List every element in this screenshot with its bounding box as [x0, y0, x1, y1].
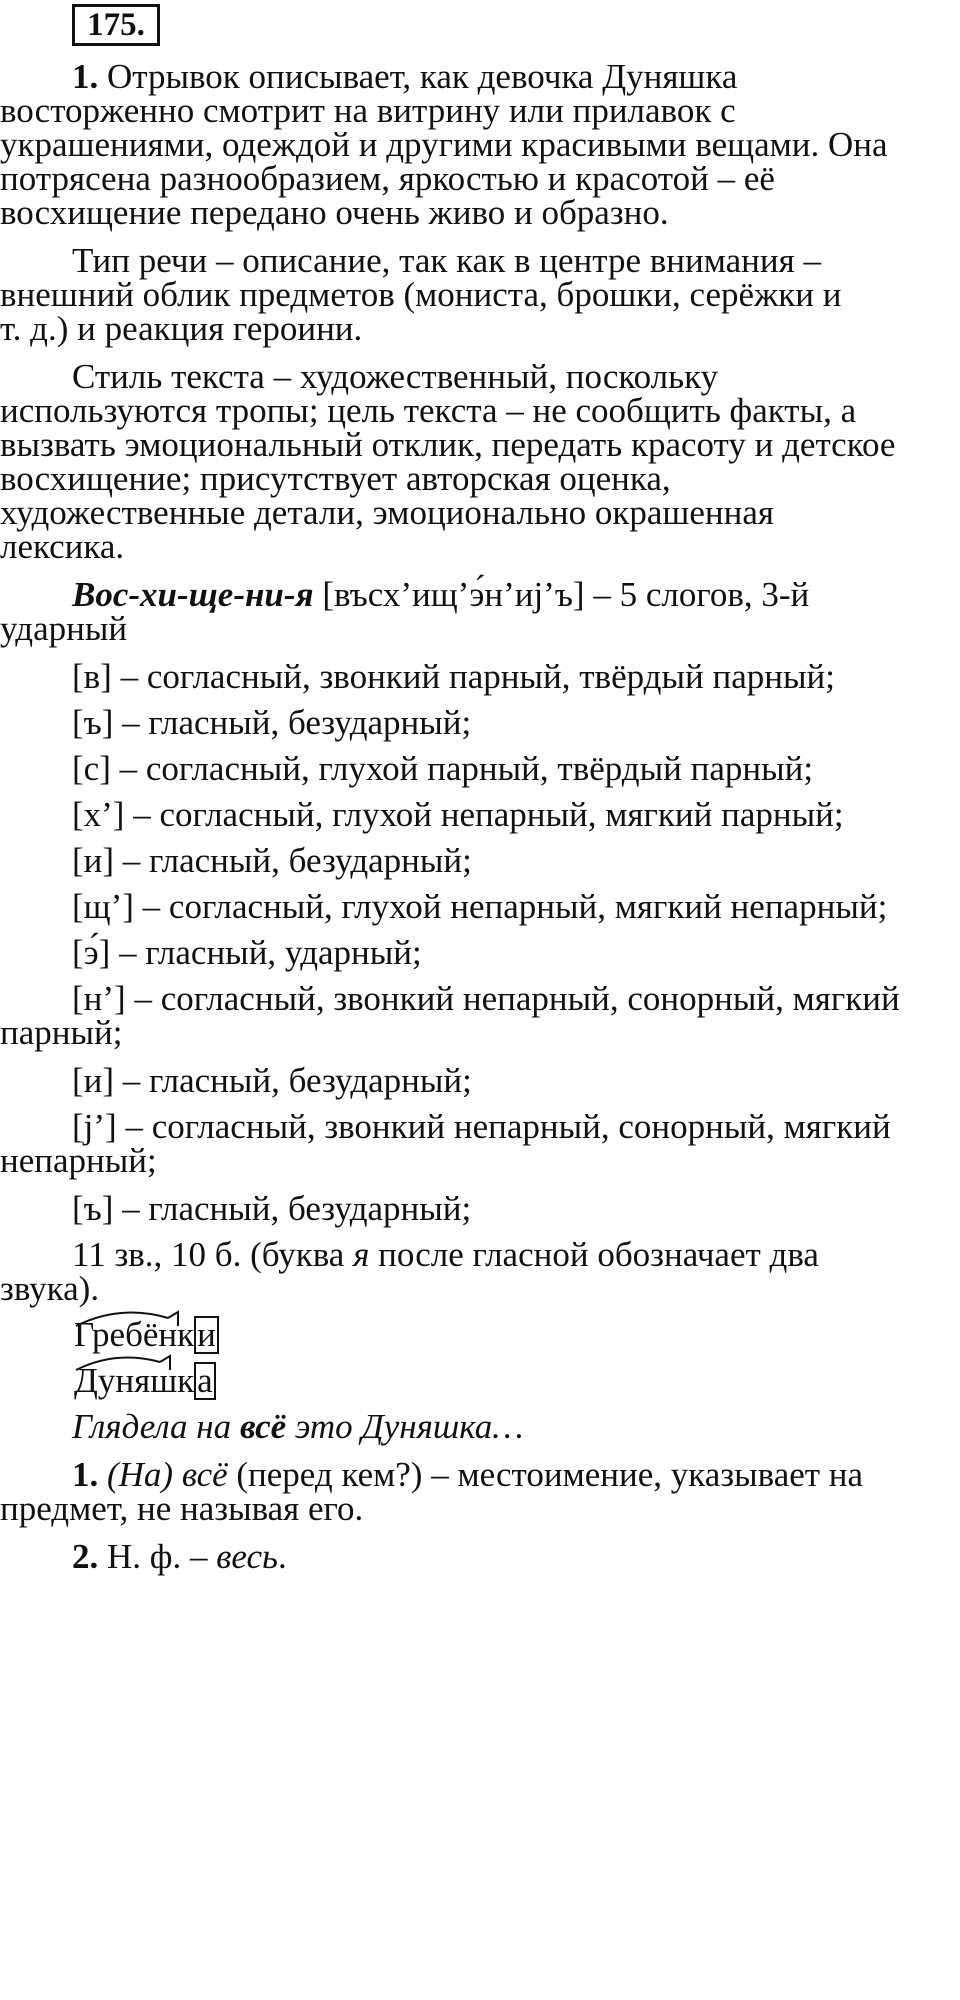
phonetic-transcription: [въсх’ищ’э́н’иj’ъ] – 5 слогов, 3-й	[313, 575, 810, 614]
ending: и	[194, 1316, 219, 1354]
para2-line-1: Тип речи – описание, так как в центре внимания –	[72, 241, 821, 280]
para3-line-3: вызвать эмоциональный отклик, передать красоту и детское	[0, 425, 896, 464]
para1-line-4: потрясена разнообразием, яркостью и красотой – её	[0, 159, 775, 198]
para3-line-6: лексика.	[0, 527, 125, 566]
para3-line-5: художественные детали, эмоционально окрашенная	[0, 493, 774, 532]
suffix-mark	[168, 1312, 178, 1326]
phonetic-word: Вос-хи-ще-ни-я	[72, 575, 314, 614]
para3-line-2: используются тропы; цель текста – не сообщить факты, а	[0, 391, 857, 430]
sound-line: [ъ] – гласный, безударный;	[72, 1189, 472, 1228]
para2-line-3: т. д.) и реакция героини.	[0, 309, 363, 348]
stem: Дуняшк	[74, 1361, 195, 1400]
sound-line: [щ’] – согласный, глухой непарный, мягкий непарный;	[72, 887, 888, 926]
sound-line: [ъ] – гласный, безударный;	[72, 703, 472, 742]
phonetic-summary: 11 зв., 10 б. (буква я после гласной обозначает два	[72, 1235, 819, 1274]
phonetic-header-line-2: ударный	[0, 609, 128, 648]
para2-line-2: внешний облик предметов (мониста, брошки, серёжки и	[0, 275, 842, 314]
para1-number: 1.	[72, 57, 99, 96]
para1-line-5: восхищение передано очень живо и образно.	[0, 193, 669, 232]
morph-item-1: 1. (На) всё (перед кем?) – местоимение, указывает на	[72, 1455, 864, 1494]
para3-line-4: восхищение; присутствует авторская оценка,	[0, 459, 671, 498]
para3-line-1: Стиль текста – художественный, поскольку	[72, 357, 719, 396]
morph-item-1-line-2: предмет, не называя его.	[0, 1489, 364, 1528]
sound-line: [н’] – согласный, звонкий непарный, сонорный, мягкий	[72, 979, 900, 1018]
sound-line-cont: непарный;	[0, 1141, 157, 1180]
exercise-number: 175.	[72, 4, 160, 46]
sound-line: [j’] – согласный, звонкий непарный, сонорный, мягкий	[72, 1107, 891, 1146]
para1-line-1: 1. Отрывок описывает, как девочка Дуняшка	[72, 57, 738, 96]
para1-line-2: восторженно смотрит на витрину или прилавок с	[0, 91, 736, 130]
sound-line: [и] – гласный, безударный;	[72, 841, 472, 880]
sound-line: [с] – согласный, глухой парный, твёрдый парный;	[72, 749, 814, 788]
sound-line: [и] – гласный, безударный;	[72, 1061, 472, 1100]
para1-line-3: украшениями, одеждой и другими красивыми вещами. Она	[0, 125, 888, 164]
stem-arc	[76, 1313, 168, 1326]
sound-line: [х’] – согласный, глухой непарный, мягкий парный;	[72, 795, 844, 834]
quote-line: Глядела на всё это Дуняшка…	[72, 1407, 524, 1446]
morpheme-word-2	[74, 1358, 216, 1404]
sound-line-cont: парный;	[0, 1013, 123, 1052]
quote-bold-word: всё	[239, 1407, 287, 1446]
phonetic-summary-line-2: звука).	[0, 1269, 100, 1308]
stem: Гребёнк	[74, 1315, 195, 1354]
sound-line: [э́] – гласный, ударный;	[72, 933, 422, 972]
ending: а	[194, 1362, 216, 1400]
sound-line: [в] – согласный, звонкий парный, твёрдый парный;	[72, 657, 835, 696]
morph-item-2: 2. Н. ф. – весь.	[72, 1537, 287, 1576]
